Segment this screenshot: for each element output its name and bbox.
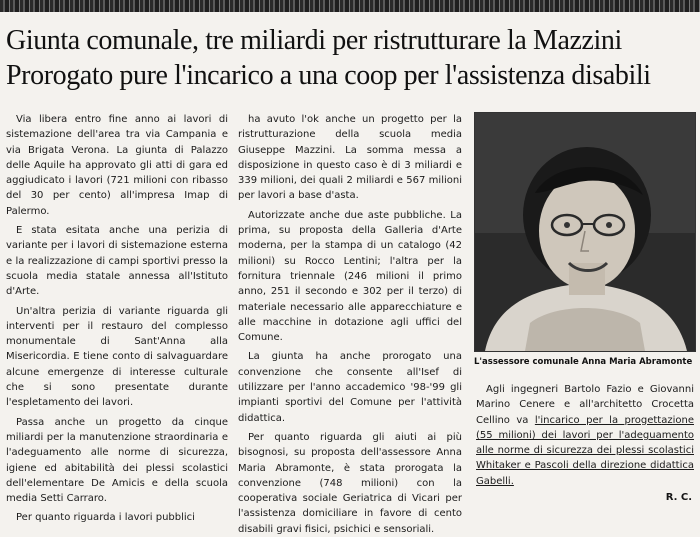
portrait-photo [474,112,696,352]
article-column-2 [238,112,462,535]
underlined-text: l'incarico per la progettazione (55 milioni) dei lavori per l'adeguamento alle norme di sicurezza dei plessi scolastici Whitaker e Pascoli della direzione didattica Gabelli. [476,414,694,487]
paragraph: Per quanto riguarda i lavori pubblici [16,512,195,524]
article-column-3 [476,382,694,492]
paragraph-text: Agli ingegneri Bartolo Fazio e Giovanni Marino Cenere e all'architetto Crocetta Cellino va [476,384,694,426]
paragraph: Autorizzate anche due aste pubbliche. La prima, su proposta della Galleria d'Arte moderna, per la stampa di un catalogo (42 milioni) su Rocco Lentini; l'altra per la fornitura triennale (246 milioni il primo anno, 251 il secondo e 302 per il terzo) di materiale necessario alle apparecchiature e alle macchine in dotazione agli uffici del Comune. [238,209,462,344]
paragraph: La giunta ha anche prorogato una convenzione che consente all'Isef di utilizzare per l'anno accademico '98-'99 gli impianti sportivi del Comune per l'attività didattica. [238,351,462,424]
paragraph: Via libera entro fine anno ai lavori di sistemazione dell'area tra via Campania e via Brigata Verona. La giunta di Palazzo delle Aquile ha approvato gli atti di gara ed aggiudicato i lavori (721 milioni con ribasso del 30 per cento) all'impresa Imap di Palermo. [6,114,228,217]
headline-secondary: Prorogato pure l'incarico a una coop per l'assistenza disabili [6,60,651,91]
headline-main: Giunta comunale, tre miliardi per ristrutturare la Mazzini [6,25,622,56]
paragraph [476,382,694,489]
article-column-1 [6,112,228,524]
paragraph: Per quanto riguarda gli aiuti ai più bisognosi, su proposta dell'assessore Anna Maria Abramonte, è stata prorogata la convenzione (748 milioni) con la cooperativa sociale Geriatrica di Vicari per l'assistenza domiciliare in favore di cento disabili gravi fisici, psichici e sensoriali. [238,431,462,535]
photo-caption: L'assessore comunale Anna Maria Abramonte [474,357,693,367]
paragraph: ha avuto l'ok anche un progetto per la ristrutturazione della scuola media Giuseppe Mazzini. La somma messa a disposizione in questo caso è di 3 miliardi e 339 milioni, dei quali 2 miliardi e 567 milioni per lavori a base d'asta. [238,114,462,202]
top-border-strip [0,0,700,12]
paragraph: E stata esitata anche una perizia di variante per i lavori di sistemazione esterna e la realizzazione di campi sportivi presso la scuola media statale annessa all'Istituto d'Arte. [6,225,228,298]
author-signature: R. C. [665,492,692,503]
paragraph: Passa anche un progetto da cinque miliardi per la manutenzione straordinaria e l'adeguamento alle norme di sicurezza, igiene ed abitabilità dei plessi scolastici dell'elementare De Amicis e della scuola media Setti Carraro. [6,416,228,505]
paragraph: Un'altra perizia di variante riguarda gli interventi per il restauro del complesso monumentale di Sant'Anna alla Misericordia. E tiene conto di salvaguardare alcune emergenze di interesse culturale che si sono presentate durante l'espletamento dei lavori. [6,305,228,409]
portrait-image [475,113,695,351]
